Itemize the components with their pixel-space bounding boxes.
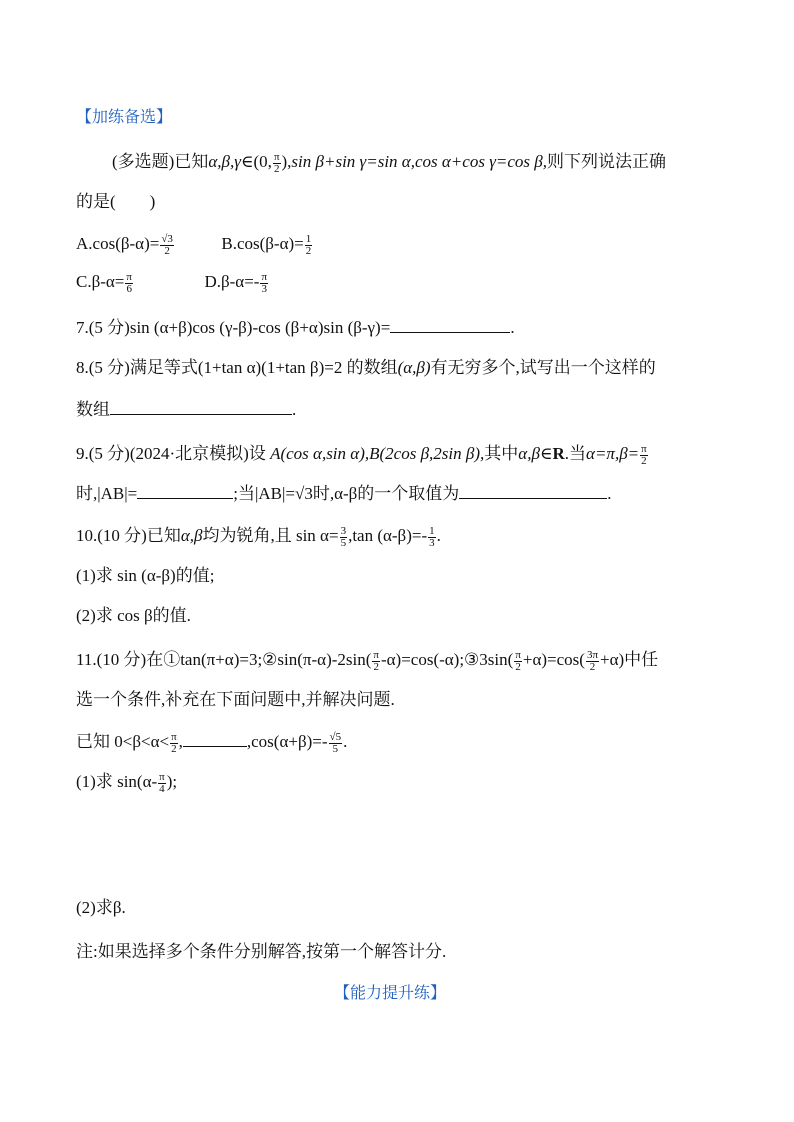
question-8: 8.(5 分)满足等式(1+tan α)(1+tan β)=2 的数组(α,β)有无穷多个,试写出一个这样的 — [76, 358, 656, 377]
question-type-label: (多选题) — [112, 152, 175, 171]
question-11-note: 注:如果选择多个条件分别解答,按第一个解答计分. — [76, 942, 447, 961]
question-8-line2: 数组 . — [76, 400, 297, 419]
stem-condition: sin β+sin γ=sin α,cos α+cos γ=cos β, — [291, 152, 547, 171]
option-b[interactable]: B.cos(β-α)= $\frac{1}{2}$ — [221, 232, 312, 257]
question-9: 9.(5 分)(2024·北京模拟)设 A(cos α,sin α),B(2cos β,2sin β),其中α,β∈R.当α=π,β= $\frac{\pi}{2}$ — [76, 442, 647, 467]
multi-choice-stem — [112, 150, 734, 175]
option-d[interactable]: D.β-α=- $\frac{\pi}{3}$ — [204, 270, 268, 295]
stem-in: ∈ — [240, 152, 254, 171]
question-11-line2: 选一个条件,补充在下面问题中,并解决问题. — [76, 690, 395, 709]
section-header-extra: 【加练备选】 — [76, 107, 173, 126]
q11-condition-blank[interactable] — [183, 730, 247, 747]
stem-vars: α,β,γ — [208, 152, 241, 171]
question-9-line2: 时,|AB|= ;当|AB|=√3时,α-β的一个取值为 . — [76, 484, 612, 503]
question-7: 7.(5 分)sin (α+β)cos (γ-β)-cos (β+α)sin (β-γ)= . — [76, 318, 515, 337]
q7-number: 7.(5 分) — [76, 318, 130, 337]
option-a[interactable]: A.cos(β-α)= $\frac{√3}{2}$ — [76, 232, 173, 257]
q10-number: 10.(10 分) — [76, 526, 147, 545]
q8-answer-blank[interactable] — [110, 398, 292, 415]
question-11-line3: 已知 0<β<α< $\frac{\pi}{2}$ , ,cos(α+β)=- $\frac{√5}{5}$ . — [76, 730, 348, 755]
options-row-1 — [76, 232, 734, 257]
question-11: 11.(10 分)在①tan(π+α)=3;②sin(π-α)-2sin( $\frac{\pi}{2}$ -α)=cos(-α);③3sin( $\frac{\pi}{2}$ +α)=cos( $\frac{3\pi}{2}$ +α)中任 — [76, 648, 659, 673]
question-11-part1: (1)求 sin(α- $\frac{\pi}{4}$ ); — [76, 770, 178, 795]
q7-answer-blank[interactable] — [390, 316, 510, 333]
q9-answer-blank-2[interactable] — [459, 482, 607, 499]
q9-answer-blank-1[interactable] — [137, 482, 233, 499]
stem-text: 已知 — [174, 152, 209, 171]
q11-number: 11.(10 分) — [76, 650, 147, 669]
q8-number: 8.(5 分) — [76, 358, 130, 377]
multi-choice-stem-line2: 的是( ) — [76, 192, 156, 211]
option-c[interactable]: C.β-α= $\frac{\pi}{6}$ — [76, 270, 132, 295]
q9-source: (2024·北京模拟) — [129, 444, 249, 463]
q9-number: 9.(5 分) — [76, 444, 130, 463]
options-row-2 — [76, 270, 734, 295]
q7-expression: sin (α+β)cos (γ-β)-cos (β+α)sin (β-γ)= — [129, 318, 391, 337]
q8-expression: (1+tan α)(1+tan β)=2 — [197, 358, 343, 377]
question-10: 10.(10 分)已知α,β均为锐角,且 sin α= $\frac{3}{5}$ ,tan (α-β)=- $\frac{1}{3}$ . — [76, 524, 441, 549]
interval-close: ), — [281, 152, 292, 171]
question-10-part1: (1)求 sin (α-β)的值; — [76, 566, 215, 585]
section-header-ability: 【能力提升练】 — [334, 983, 447, 1002]
pi-over-2-fraction: $\frac{\pi}{2}$ — [273, 150, 280, 175]
q9-points: A(cos α,sin α),B(2cos β,2sin β), — [270, 444, 485, 463]
interval-open: (0, — [253, 152, 272, 171]
stem-ask: 则下列说法正确 — [547, 152, 666, 171]
question-11-part2: (2)求β. — [76, 898, 126, 917]
question-10-part2: (2)求 cos β的值. — [76, 606, 191, 625]
